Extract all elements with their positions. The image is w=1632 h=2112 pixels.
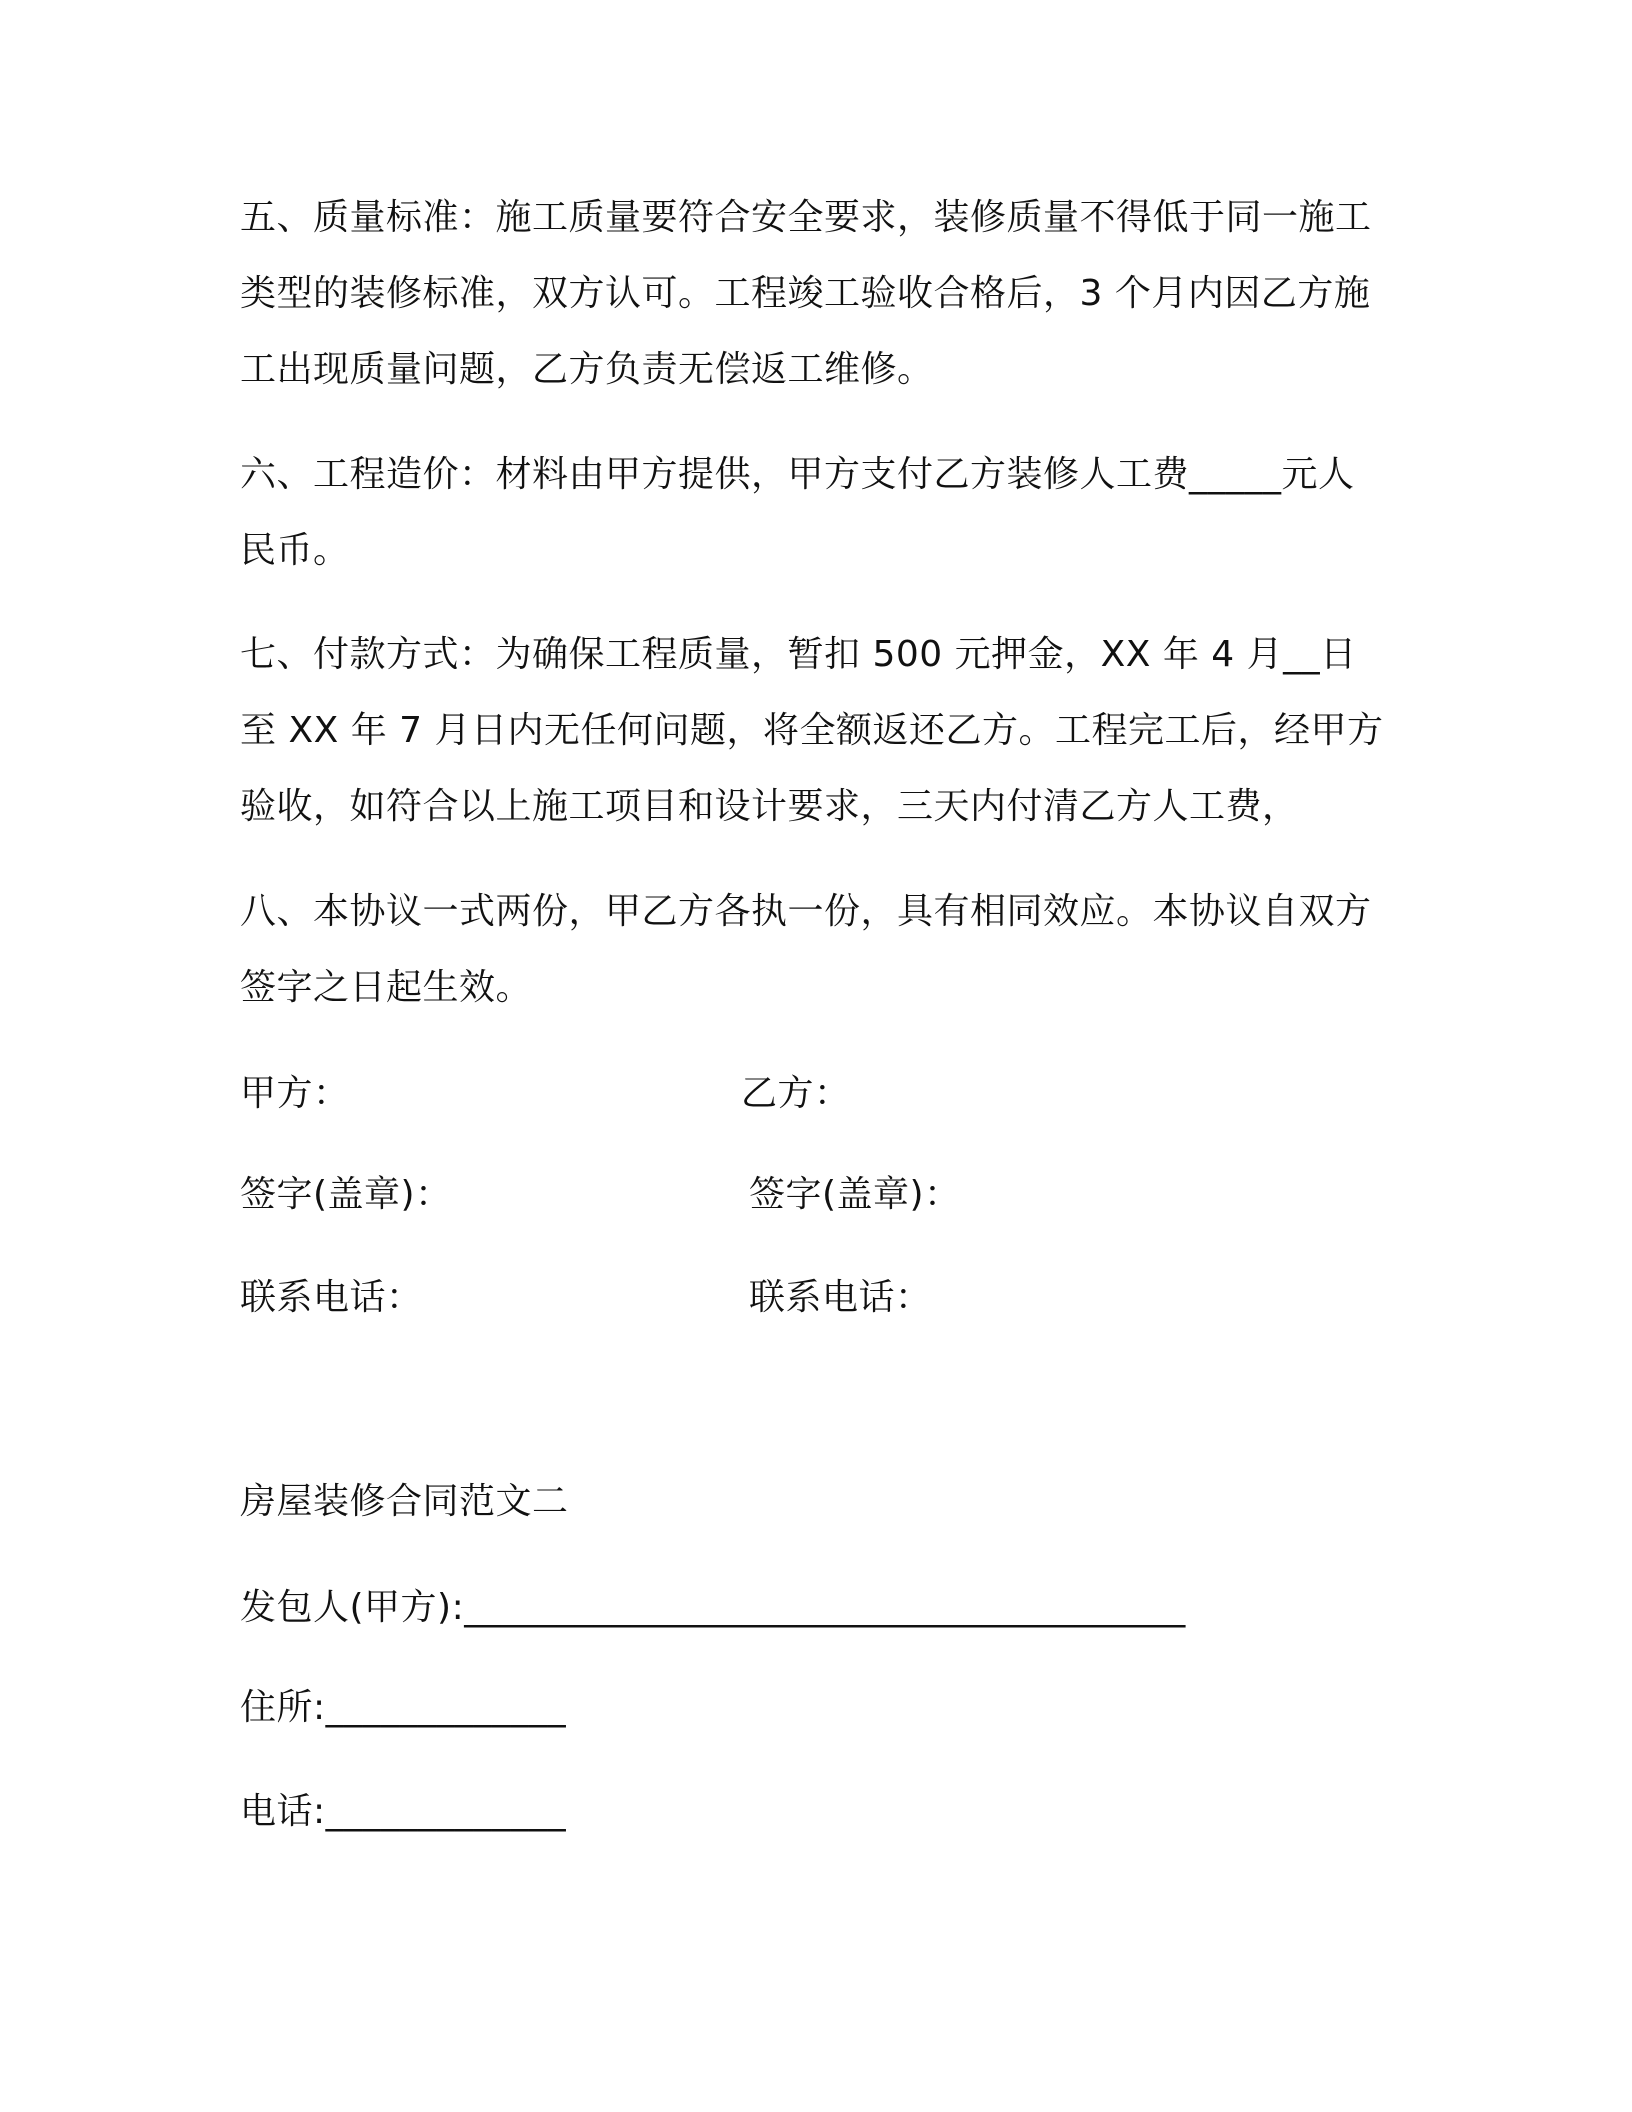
clause-cost: 六、工程造价：材料由甲方提供，甲方支付乙方装修人工费_____元人民币。	[240, 454, 1355, 571]
party-a-sign-label: 签字(盖章)：	[240, 1174, 452, 1215]
address-field: 住所:_____________	[240, 1687, 567, 1728]
phone-field: 电话:_____________	[240, 1791, 567, 1832]
clause-quality: 五、质量标准：施工质量要符合安全要求，装修质量不得低于同一施工类型的装修标准，双方认可。工程竣工验收合格后，3 个月内因乙方施工出现质量问题，乙方负责无偿返工维修。	[240, 197, 1372, 390]
party-a-label: 甲方：	[240, 1073, 350, 1114]
clause-agreement: 八、本协议一式两份，甲乙方各执一份，具有相同效应。本协议自双方签字之日起生效。	[240, 891, 1372, 1008]
second-contract-title: 房屋装修合同范文二	[240, 1481, 569, 1522]
clause-payment: 七、付款方式：为确保工程质量，暂扣 500 元押金，XX 年 4 月__日至 XX 年 7 月日内无任何问题，将全额返还乙方。工程完工后，经甲方验收，如符合以上施工项目和设计要求，三天内付清乙方人工费，	[240, 634, 1384, 827]
party-b-label: 乙方：	[741, 1073, 851, 1114]
contractor-field: 发包人(甲方):_______________________________________	[240, 1587, 1186, 1628]
party-b-sign-label: 签字(盖章)：	[749, 1174, 961, 1215]
party-b-phone-label: 联系电话：	[749, 1277, 932, 1318]
party-a-phone-label: 联系电话：	[240, 1277, 423, 1318]
